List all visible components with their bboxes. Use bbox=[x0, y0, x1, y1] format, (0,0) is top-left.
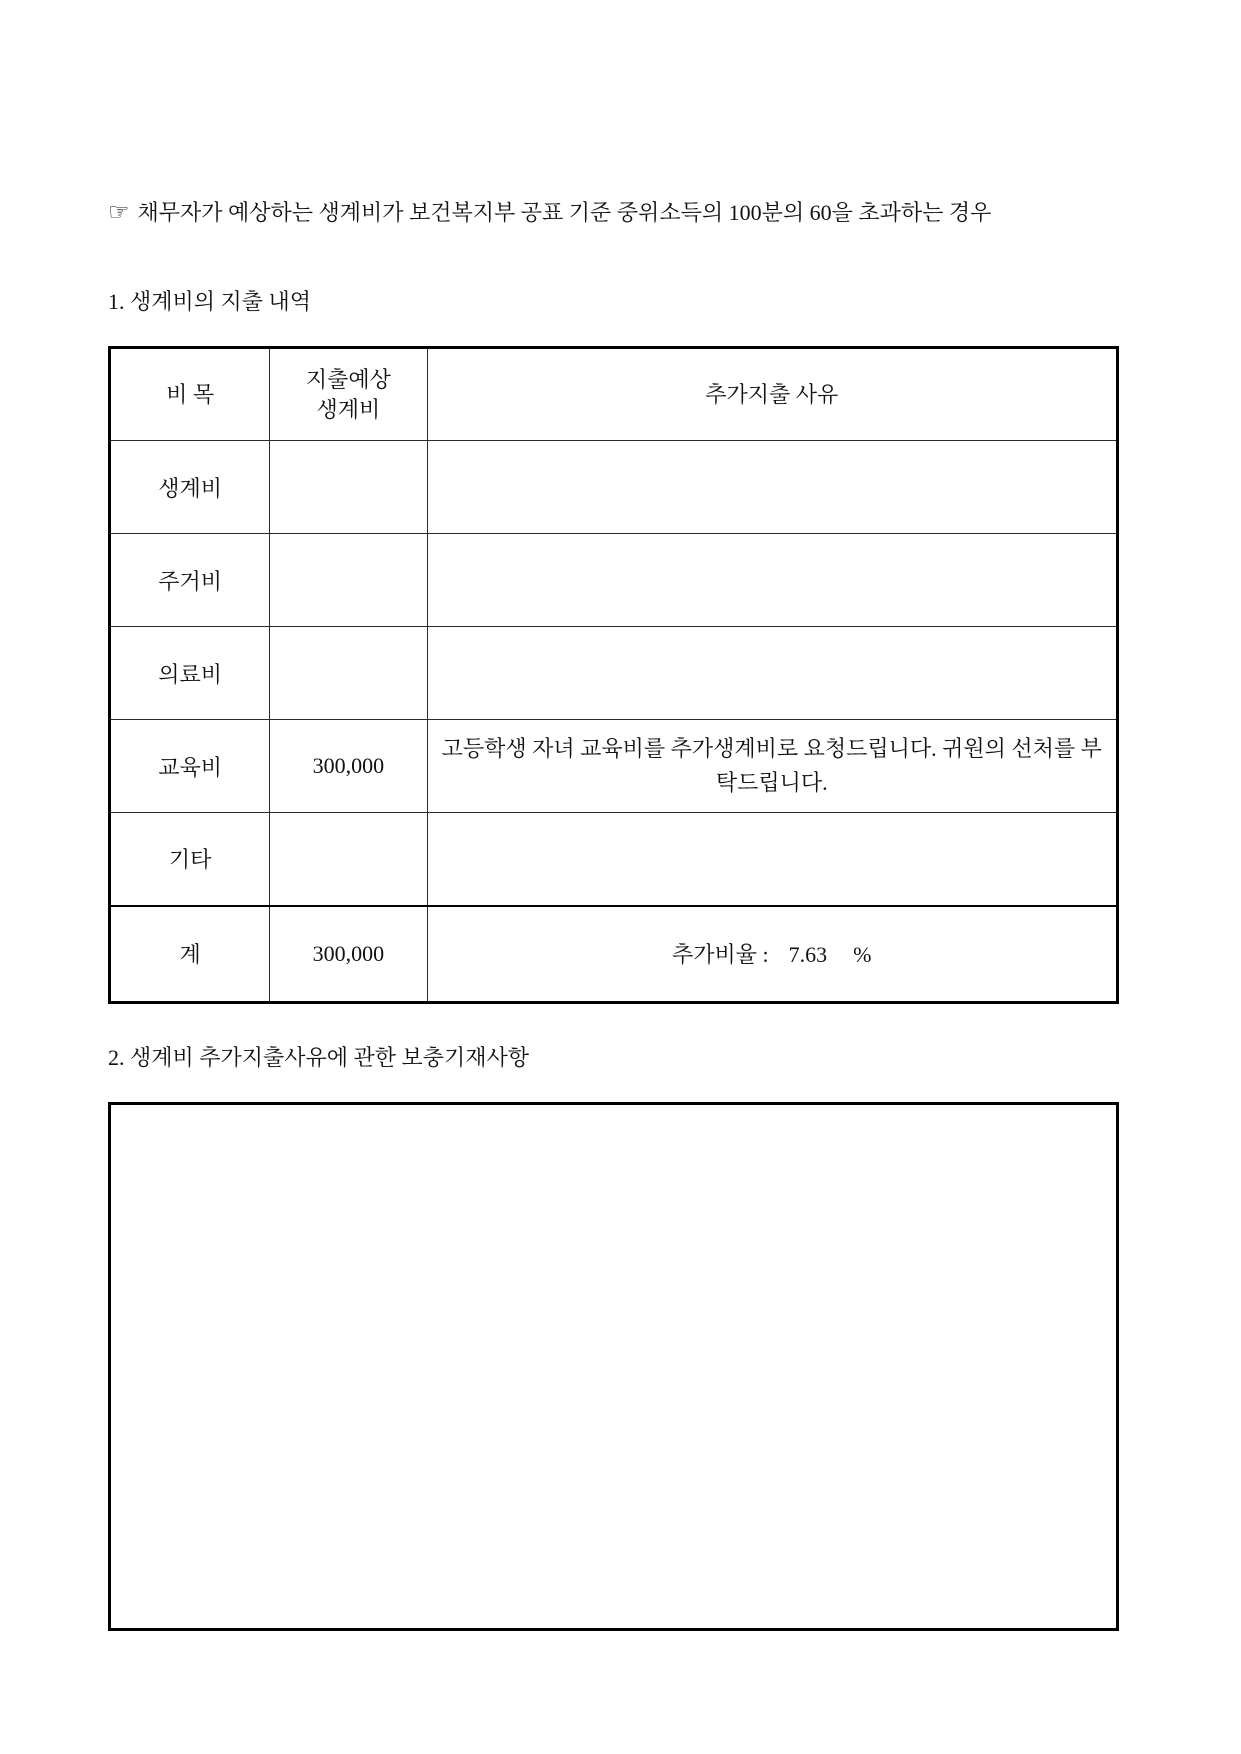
pointing-hand-icon: ☞ bbox=[108, 200, 130, 226]
table-row-total bbox=[110, 906, 1118, 1003]
col-header-reason: 추가지출 사유 bbox=[427, 348, 1118, 441]
table-row-housing bbox=[110, 534, 1118, 627]
ratio-value: 7.63 bbox=[788, 942, 828, 968]
table-row-education bbox=[110, 720, 1118, 813]
table-row-medical bbox=[110, 627, 1118, 720]
col-header-expected bbox=[270, 348, 427, 441]
reason-cell: 고등학생 자녀 교육비를 추가생계비로 요청드립니다. 귀원의 선처를 부탁드립니다. bbox=[427, 720, 1118, 813]
expected-cell: 300,000 bbox=[270, 720, 427, 813]
intro-line bbox=[108, 198, 1119, 228]
expense-table bbox=[108, 346, 1119, 1004]
reason-cell bbox=[427, 627, 1118, 720]
intro-text: 채무자가 예상하는 생계비가 보건복지부 공표 기준 중위소득의 100분의 60을 초과하는 경우 bbox=[137, 200, 992, 225]
table-row-living bbox=[110, 441, 1118, 534]
section2-title: 2. 생계비 추가지출사유에 관한 보충기재사항 bbox=[108, 1045, 530, 1070]
item-cell: 교육비 bbox=[110, 720, 270, 813]
item-cell: 생계비 bbox=[110, 441, 270, 534]
reason-cell bbox=[427, 813, 1118, 906]
supplement-box bbox=[108, 1102, 1119, 1631]
expected-cell bbox=[270, 813, 427, 906]
section1-title: 1. 생계비의 지출 내역 bbox=[108, 289, 312, 314]
reason-cell bbox=[427, 441, 1118, 534]
item-cell: 기타 bbox=[110, 813, 270, 906]
col-header-expected-line2: 생계비 bbox=[316, 396, 381, 422]
col-header-item: 비 목 bbox=[110, 348, 270, 441]
ratio-label: 추가비율 : bbox=[672, 942, 769, 968]
total-expected-cell: 300,000 bbox=[270, 906, 427, 1003]
reason-cell bbox=[427, 534, 1118, 627]
expected-cell bbox=[270, 627, 427, 720]
ratio-unit: % bbox=[853, 942, 872, 968]
total-ratio-cell bbox=[427, 906, 1118, 1003]
table-header-row bbox=[110, 348, 1118, 441]
total-item-cell: 계 bbox=[110, 906, 270, 1003]
item-cell: 주거비 bbox=[110, 534, 270, 627]
expected-cell bbox=[270, 534, 427, 627]
item-cell: 의료비 bbox=[110, 627, 270, 720]
col-header-expected-line1: 지출예상 bbox=[305, 366, 391, 392]
expected-cell bbox=[270, 441, 427, 534]
table-row-etc bbox=[110, 813, 1118, 906]
